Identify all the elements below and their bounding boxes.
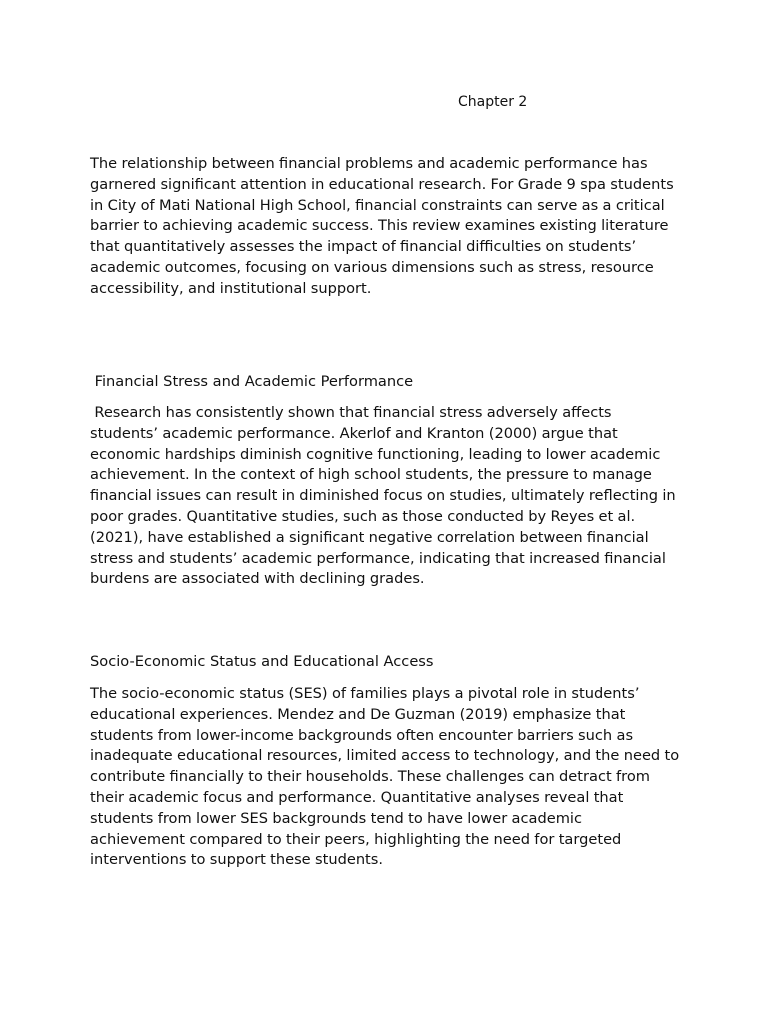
section-heading-socio-economic-status: Socio-Economic Status and Educational Access — [90, 653, 434, 670]
intro-paragraph: The relationship between financial problems and academic performance has garnered significant attention in educational research. For Grade 9 spa students in City of Mati National High School, financial constraints can serve as a critical barrier to achieving academic success. This review examines existing literature that quantitatively assesses the impact of financial difficulties on students’ academic outcomes, focusing on various dimensions such as stress, resource accessibility, and institutional support. — [90, 155, 674, 297]
section-body-financial-stress: Research has consistently shown that financial stress adversely affects students’ academic performance. Akerlof and Kranton (2000) argue that economic hardships diminish cognitive functioning, leading to lower academic achievement. In the context of high school students, the pressure to manage financial issues can result in diminished focus on studies, ultimately reflecting in poor grades. Quantitative studies, such as those conducted by Reyes et al. (2021), have established a significant negative correlation between financial stress and students’ academic performance, indicating that increased financial burdens are associated with declining grades. — [90, 404, 680, 588]
section-body-socio-economic-status: The socio-economic status (SES) of families plays a pivotal role in students’ educational experiences. Mendez and De Guzman (2019) emphasize that students from lower-income backgrounds often encounter barriers such as inadequate educational resources, limited access to technology, and the need to contribute financially to their households. These challenges can detract from their academic focus and performance. Quantitative analyses reveal that students from lower SES backgrounds tend to have lower academic achievement compared to their peers, highlighting the need for targeted interventions to support these students. — [90, 685, 680, 869]
section-heading-financial-stress: Financial Stress and Academic Performance — [90, 373, 414, 390]
chapter-title: Chapter 2 — [458, 94, 528, 110]
